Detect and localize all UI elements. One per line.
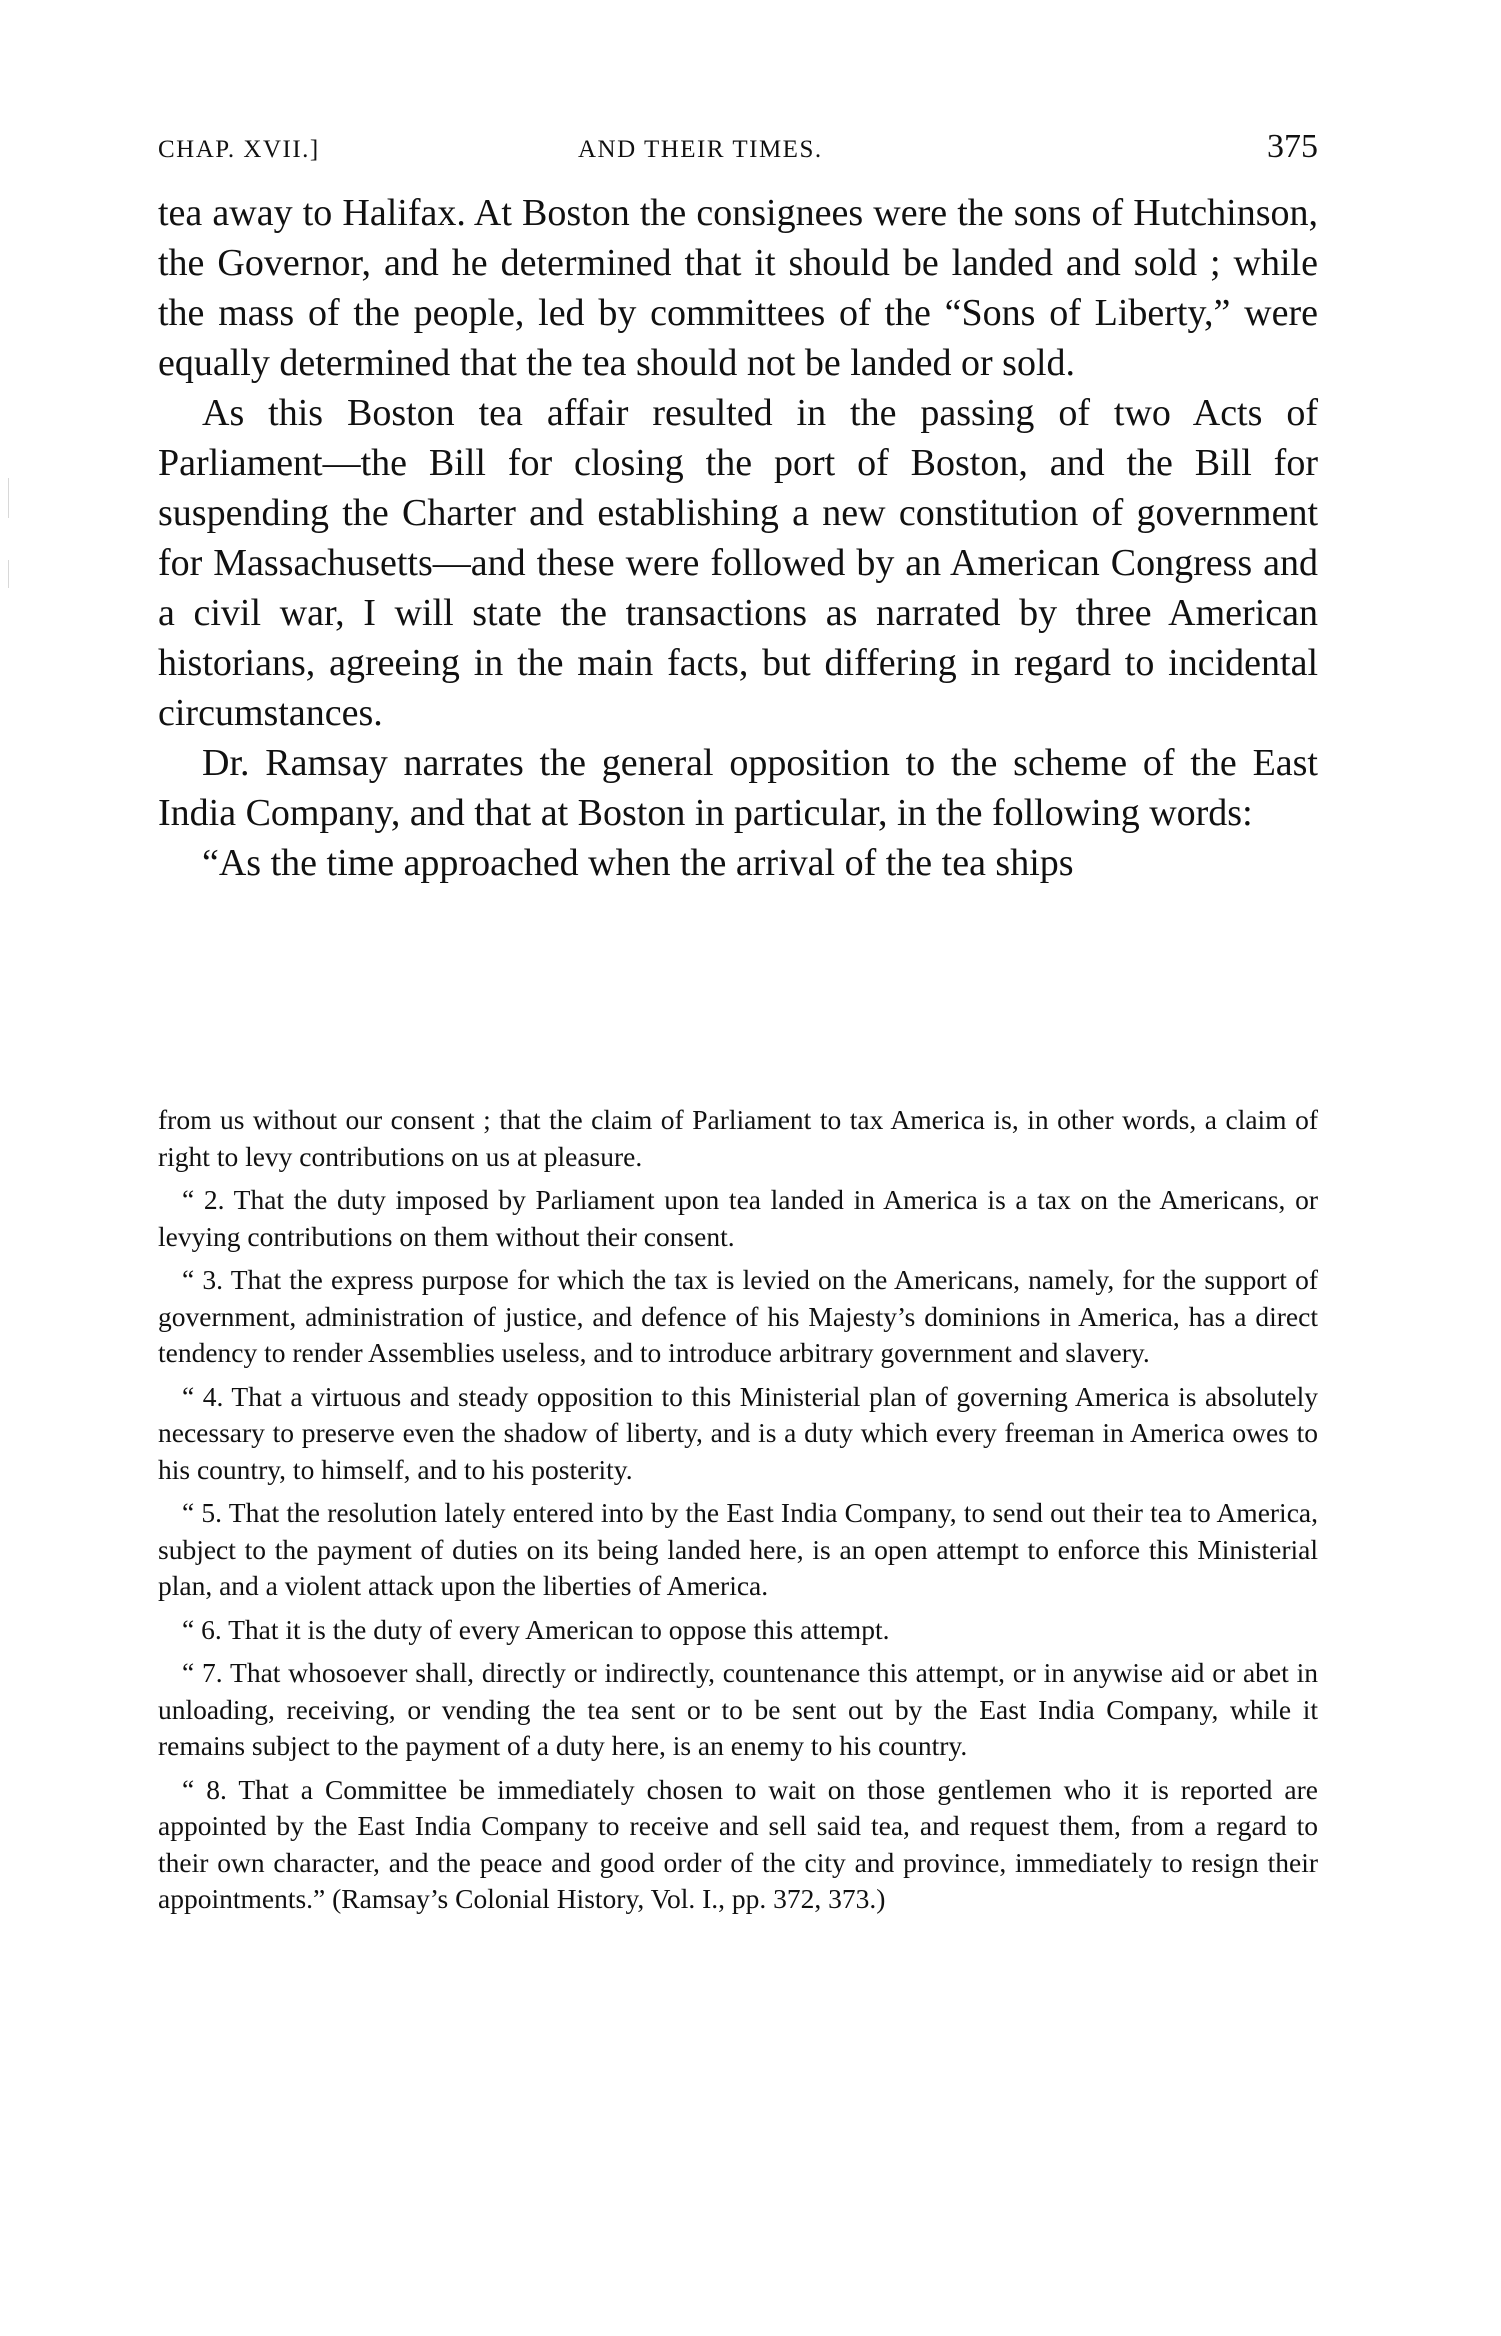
resolution-6: “ 6. That it is the duty of every American to oppose this attempt.: [182, 1613, 890, 1645]
resolution-5: “ 5. That the resolution lately entered into by the East India Company, to send out their tea to America, subject to the payment of duties on its being landed here, is an open attempt to enforce this Ministerial plan, and a violent attack upon the liberties of America.: [158, 1497, 1318, 1601]
running-head: [158, 128, 1318, 168]
paragraph: As this Boston tea affair resulted in the passing of two Acts of Parliament—the Bill for closing the port of Boston, and the Bill for suspending the Charter and establishing a new constitution of government for Massachusetts—and these were followed by an American Congress and a civil war, I will state the transactions as narrated by three American historians, agreeing in the main facts, but differing in regard to incidental circumstances.: [158, 392, 1318, 734]
resolution-4: “ 4. That a virtuous and steady opposition to this Ministerial plan of governing America is absolutely necessary to preserve even the shadow of liberty, and is a duty which every freeman in America owes to his country, to himself, and to his posterity.: [158, 1380, 1318, 1485]
main-text: [158, 188, 1318, 888]
resolution-2: “ 2. That the duty imposed by Parliament upon tea landed in America is a tax on the Americans, or levying contributions on them without their consent.: [158, 1184, 1318, 1252]
paragraph: “As the time approached when the arrival of the tea ships: [202, 842, 1074, 884]
resolution-continuation: from us without our consent ; that the claim of Parliament to tax America is, in other words, a claim of right to levy contributions on us at pleasure.: [158, 1104, 1318, 1172]
page-number: 375: [1267, 128, 1318, 165]
resolution-7: “ 7. That whosoever shall, directly or indirectly, countenance this attempt, or in anywise aid or abet in unloading, receiving, or vending the tea sent or to be sent out by the East India Company, while it remains subject to the payment of a duty here, is an enemy to his country.: [158, 1657, 1318, 1761]
margin-mark: [8, 478, 9, 518]
paragraph: tea away to Halifax. At Boston the consignees were the sons of Hutchinson, the Governor, and he determined that it should be landed and sold ; while the mass of the people, led by committees of the “Sons of Liberty,” were equally determined that the tea should not be landed or sold.: [158, 192, 1318, 384]
resolution-8: “ 8. That a Committee be immediately chosen to wait on those gentlemen who it is reported are appointed by the East India Company to receive and sell said tea, and request them, from a regard to their own character, and the peace and good order of the city and province, immediately to resign their appointments.” (Ramsay’s Colonial History, Vol. I., pp. 372, 373.): [158, 1773, 1318, 1914]
chapter-label: CHAP. XVII.]: [158, 136, 320, 163]
quoted-resolutions: [158, 1102, 1318, 1918]
margin-mark: [8, 560, 9, 588]
running-title: AND THEIR TIMES.: [578, 136, 823, 163]
paragraph: Dr. Ramsay narrates the general opposition to the scheme of the East India Company, and that at Boston in particular, in the following words:: [158, 742, 1318, 834]
resolution-3: “ 3. That the express purpose for which the tax is levied on the Americans, namely, for the support of government, administration of justice, and defence of his Majesty’s dominions in America, has a direct tendency to render Assemblies useless, and to introduce arbitrary government and slavery.: [158, 1264, 1318, 1368]
